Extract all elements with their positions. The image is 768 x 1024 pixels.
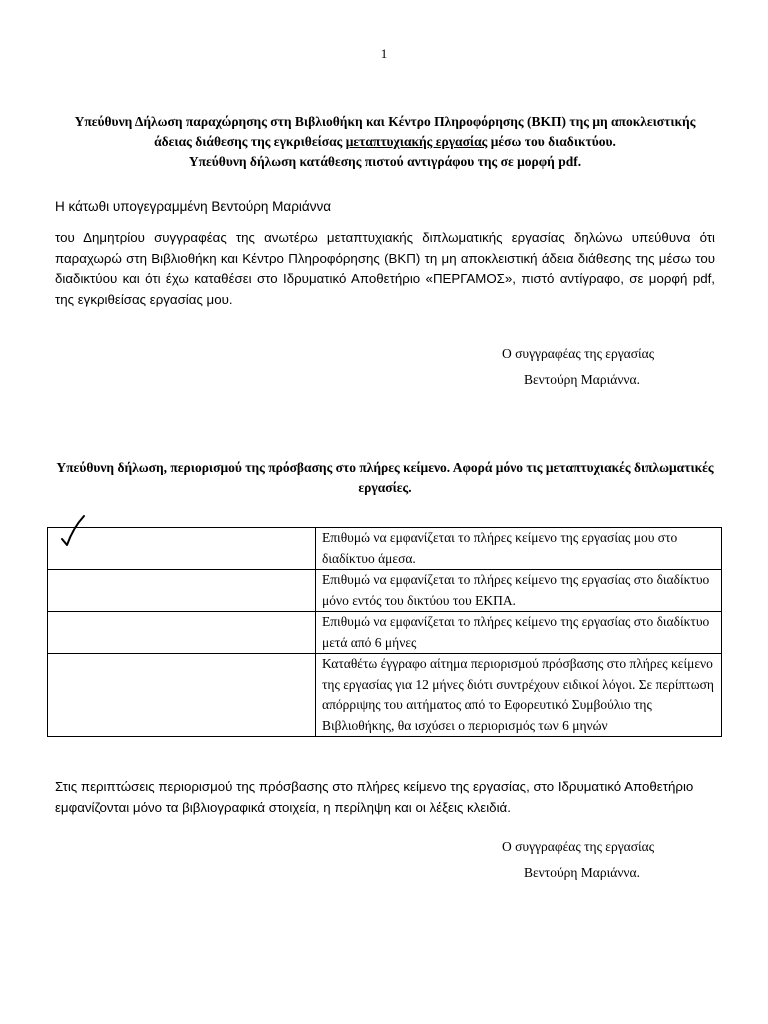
option-checkbox-3[interactable] [48, 612, 316, 654]
signature-role: Ο συγγραφέας της εργασίας [502, 839, 655, 854]
option-row-1 [48, 528, 722, 570]
option-checkbox-1[interactable] [48, 528, 316, 570]
declarant-line: Η κάτωθι υπογεγραμμένη Βεντούρη Μαριάννα [55, 199, 332, 214]
title-line3: Υπεύθυνη δήλωση κατάθεσης πιστού αντιγράφου της σε μορφή pdf. [188, 154, 582, 169]
option-text-4: Καταθέτω έγγραφο αίτημα περιορισμού πρόσβασης στο πλήρες κείμενο της εργασίας για 12 μήνες διότι συντρέχουν ειδικοί λόγοι. Σε περίπτωση απόρριψης του αιτήματος από το Εφορευτικό Συμβούλιο της Βιβλιοθήκης, θα ισχύσει ο περιορισμός των 6 μηνών [316, 654, 722, 737]
title-underlined: μεταπτυχιακής εργασίας [345, 134, 488, 149]
option-text-2: Επιθυμώ να εμφανίζεται το πλήρες κείμενο της εργασίας στο διαδίκτυο μόνο εντός του δικτύου του ΕΚΠΑ. [316, 570, 722, 612]
signature-name: Βεντούρη Μαριάννα. [524, 865, 640, 880]
page-number: 1 [380, 46, 388, 61]
declaration-title [55, 112, 715, 172]
signature-role: Ο συγγραφέας της εργασίας [502, 346, 655, 361]
title-part2: μέσω του διαδικτύου. [487, 134, 616, 149]
option-text-3: Επιθυμώ να εμφανίζεται το πλήρες κείμενο της εργασίας στο διαδίκτυο μετά από 6 μήνες [316, 612, 722, 654]
checkmark-icon [61, 514, 87, 550]
option-checkbox-2[interactable] [48, 570, 316, 612]
access-options-table [47, 527, 722, 737]
signature-name: Βεντούρη Μαριάννα. [524, 372, 640, 387]
access-restriction-title: Υπεύθυνη δήλωση, περιορισμού της πρόσβασης στο πλήρες κείμενο. Αφορά μόνο τις μεταπτυχιακές διπλωματικές εργασίες. [56, 460, 714, 495]
declaration-paragraph: του Δημητρίου συγγραφέας της ανωτέρω μεταπτυχιακής διπλωματικής εργασίας δηλώνω υπεύθυνα ότι παραχωρώ στη Βιβλιοθήκη και Κέντρο Πληροφόρησης (ΒΚΠ) τη μη αποκλειστική άδεια διάθεσης της μέσω του διαδικτύου και ότι έχω καταθέσει στο Ιδρυματικό Αποθετήριο «ΠΕΡΓΑΜΟΣ», πιστό αντίγραφο, σε μορφή pdf, της εγκριθείσας εργασίας μου. [55, 230, 715, 308]
option-row-2 [48, 570, 722, 612]
title-part1: Υπεύθυνη Δήλωση παραχώρησης στη Βιβλιοθήκη και Κέντρο Πληροφόρησης (ΒΚΠ) της μη αποκλειστικής άδειας διάθεσης της εγκριθείσας [74, 114, 696, 149]
restriction-note-paragraph: Στις περιπτώσεις περιορισμού της πρόσβασης στο πλήρες κείμενο της εργασίας, στο Ιδρυματικό Αποθετήριο εμφανίζονται μόνο τα βιβλιογραφικά στοιχεία, η περίληψη και οι λέξεις κλειδιά. [55, 779, 694, 815]
option-checkbox-4[interactable] [48, 654, 316, 737]
option-text-1: Επιθυμώ να εμφανίζεται το πλήρες κείμενο της εργασίας μου στο διαδίκτυο άμεσα. [316, 528, 722, 570]
option-row-4 [48, 654, 722, 737]
option-row-3 [48, 612, 722, 654]
